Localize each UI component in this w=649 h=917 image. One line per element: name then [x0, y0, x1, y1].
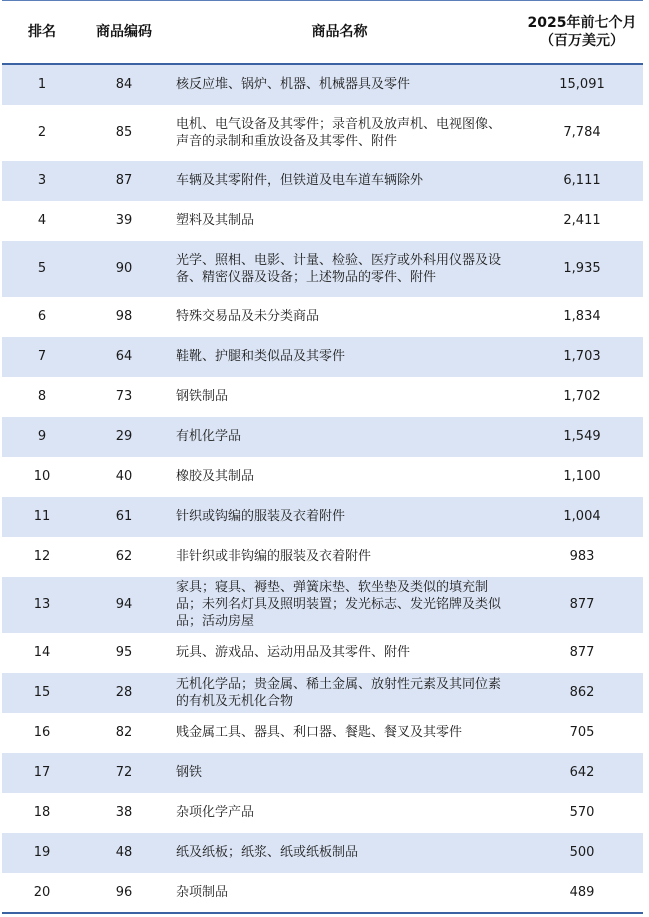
table-row — [2, 537, 643, 577]
cell-rank: 3 — [37, 173, 47, 188]
cell-rank: 20 — [2, 873, 82, 913]
table-row — [2, 873, 643, 913]
cell-code: 61 — [115, 509, 133, 524]
cell-code: 40 — [115, 469, 133, 484]
cell-name: 有机化学品 — [176, 429, 242, 444]
import-ranking-table-container — [2, 0, 643, 914]
cell-value: 489 — [521, 873, 643, 913]
cell-value: 500 — [569, 845, 595, 860]
cell-rank: 18 — [33, 805, 51, 820]
cell-name: 杂项制品 — [166, 873, 521, 913]
cell-name: 车辆及其零附件，但铁道及电车道车辆除外 — [176, 173, 424, 188]
cell-rank: 7 — [37, 349, 47, 364]
cell-rank: 9 — [37, 429, 47, 444]
header-code: 商品编码 — [82, 1, 166, 64]
cell-name: 电机、电气设备及其零件；录音机及放声机、电视图像、声音的录制和重放设备及其零件、附件 — [176, 116, 502, 149]
cell-rank: 5 — [37, 261, 47, 276]
cell-rank: 13 — [33, 597, 51, 612]
cell-name: 无机化学品；贵金属、稀土金属、放射性元素及其同位素的有机及无机化合物 — [176, 676, 502, 709]
cell-code: 39 — [115, 213, 133, 228]
cell-name: 橡胶及其制品 — [176, 469, 255, 484]
cell-name: 鞋靴、护腿和类似品及其零件 — [176, 349, 346, 364]
cell-rank: 12 — [33, 549, 51, 564]
table-row — [2, 713, 643, 753]
cell-rank: 17 — [33, 765, 51, 780]
header-name: 商品名称 — [166, 1, 521, 64]
table-row — [2, 337, 643, 377]
cell-name: 钢铁制品 — [176, 389, 229, 404]
cell-name: 核反应堆、锅炉、机器、机械器具及零件 — [176, 77, 411, 92]
cell-value: 1,100 — [563, 469, 601, 484]
table-row — [2, 377, 643, 417]
cell-value: 1,549 — [563, 429, 601, 444]
table-row — [2, 577, 643, 633]
table-row — [2, 753, 643, 793]
cell-value: 1,702 — [563, 389, 601, 404]
cell-value: 862 — [569, 685, 595, 700]
table-row — [2, 297, 643, 337]
table-row — [2, 64, 643, 105]
cell-value: 570 — [569, 805, 595, 820]
cell-name: 针织或钩编的服装及衣着附件 — [176, 509, 346, 524]
cell-value: 2,411 — [563, 213, 601, 228]
header-value-line1: 2025年前七个月 — [527, 14, 637, 31]
table-row — [2, 161, 643, 201]
table-body — [2, 64, 643, 913]
cell-rank: 10 — [33, 469, 51, 484]
header-rank: 排名 — [2, 1, 82, 64]
table-row — [2, 633, 643, 673]
cell-code: 73 — [115, 389, 133, 404]
header-value-line2: （百万美元） — [540, 32, 624, 49]
cell-value: 705 — [569, 725, 595, 740]
cell-code: 64 — [115, 349, 133, 364]
table-row — [2, 241, 643, 297]
table-row — [2, 201, 643, 241]
cell-code: 84 — [115, 77, 133, 92]
table-row — [2, 497, 643, 537]
cell-code: 82 — [115, 725, 133, 740]
cell-name: 钢铁 — [176, 765, 203, 780]
cell-value: 6,111 — [563, 173, 601, 188]
cell-name: 非针织或非钩编的服装及衣着附件 — [176, 549, 372, 564]
header-value — [521, 1, 643, 64]
cell-value: 983 — [569, 549, 595, 564]
cell-rank: 15 — [33, 685, 51, 700]
cell-code: 96 — [82, 873, 166, 913]
table-header — [2, 1, 643, 64]
header-row — [2, 1, 643, 64]
cell-rank: 2 — [37, 125, 47, 140]
cell-code: 98 — [115, 309, 133, 324]
cell-code: 28 — [115, 685, 133, 700]
cell-name: 特殊交易品及未分类商品 — [176, 309, 320, 324]
cell-code: 85 — [115, 125, 133, 140]
cell-code: 72 — [115, 765, 133, 780]
cell-rank: 16 — [33, 725, 51, 740]
cell-rank: 14 — [33, 645, 51, 660]
cell-name: 杂项化学产品 — [176, 805, 255, 820]
cell-code: 38 — [115, 805, 133, 820]
cell-value: 642 — [569, 765, 595, 780]
cell-value: 1,004 — [563, 509, 601, 524]
cell-value: 1,834 — [563, 309, 601, 324]
cell-name: 贱金属工具、器具、利口器、餐匙、餐叉及其零件 — [176, 725, 463, 740]
cell-code: 62 — [115, 549, 133, 564]
cell-code: 87 — [115, 173, 133, 188]
cell-value: 1,935 — [563, 261, 601, 276]
cell-rank: 8 — [37, 389, 47, 404]
cell-name: 玩具、游戏品、运动用品及其零件、附件 — [176, 645, 411, 660]
cell-value: 1,703 — [563, 349, 601, 364]
table-row — [2, 417, 643, 457]
table-row — [2, 457, 643, 497]
cell-rank: 11 — [33, 509, 51, 524]
cell-code: 29 — [115, 429, 133, 444]
cell-value: 877 — [569, 645, 595, 660]
cell-name: 纸及纸板；纸浆、纸或纸板制品 — [176, 845, 359, 860]
cell-value: 877 — [569, 597, 595, 612]
cell-code: 48 — [115, 845, 133, 860]
cell-code: 95 — [115, 645, 133, 660]
cell-code: 90 — [115, 261, 133, 276]
cell-value: 7,784 — [563, 125, 601, 140]
cell-rank: 6 — [37, 309, 47, 324]
cell-rank: 4 — [37, 213, 47, 228]
table-row — [2, 105, 643, 161]
cell-rank: 1 — [37, 77, 47, 92]
cell-rank: 19 — [33, 845, 51, 860]
cell-name: 光学、照相、电影、计量、检验、医疗或外科用仪器及设备、精密仪器及设备；上述物品的零件、附件 — [176, 252, 502, 285]
cell-value: 15,091 — [559, 77, 605, 92]
table-row — [2, 673, 643, 713]
table-row — [2, 793, 643, 833]
cell-name: 家具；寝具、褥垫、弹簧床垫、软坐垫及类似的填充制品；未列名灯具及照明装置；发光标志、发光铭牌及类似品；活动房屋 — [176, 580, 502, 629]
cell-code: 94 — [115, 597, 133, 612]
cell-name: 塑料及其制品 — [176, 213, 255, 228]
import-ranking-table — [2, 0, 643, 914]
table-row — [2, 833, 643, 873]
